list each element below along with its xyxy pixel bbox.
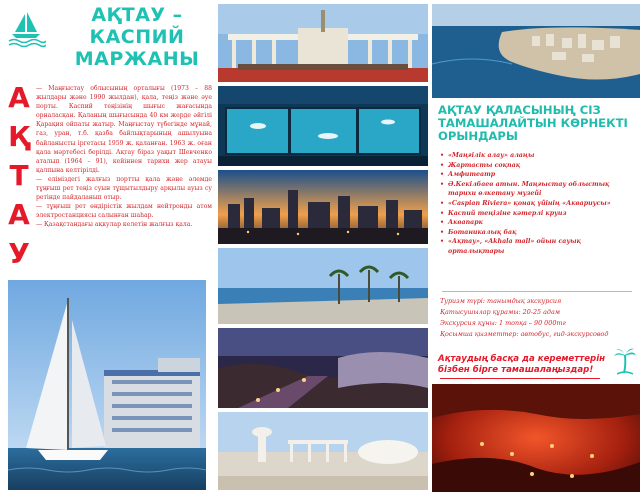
rocky-path-night-photo bbox=[218, 328, 428, 408]
left-column bbox=[0, 0, 215, 494]
palm-tree-icon bbox=[613, 347, 637, 375]
list-item: • «Маңғілік алау» алаңы bbox=[440, 151, 636, 161]
tour-group-size: Қатысушылар құрамы: 20-25 адам bbox=[440, 308, 561, 316]
tour-extra-services: Қосымша қызметтер: автобус, гид-экскурсовод bbox=[440, 330, 609, 338]
call-to-action: Ақтаудың басқа да кереметтерін бізбен бірге тамашалаңыздар! bbox=[438, 354, 606, 375]
title-line-2: КАСПИЙ bbox=[89, 26, 185, 48]
list-item: • «Caspian Riviera» қонақ үйінің «Аквариусы» bbox=[440, 199, 636, 209]
list-item: • Ә.Кекілбаев атын. Маңғыстау облыстық тарихи өлкетану музейі bbox=[440, 180, 636, 199]
amphitheatre-photo bbox=[218, 412, 428, 490]
vertical-letter: А bbox=[8, 81, 30, 114]
sailboat-logo-icon bbox=[6, 8, 46, 48]
section-divider bbox=[442, 291, 632, 292]
vertical-letter: У bbox=[8, 237, 30, 270]
vertical-city-name bbox=[5, 78, 33, 273]
attractions-list bbox=[440, 151, 636, 257]
attractions-heading: АҚТАУ ҚАЛАСЫНЫҢ СІЗ ТАМАШАЛАЙТЫН КӨРНЕКТІ ОРЫНДАРЫ bbox=[438, 103, 628, 143]
list-item: • Аквапарк bbox=[440, 218, 636, 228]
list-item: • Каспий теңізіне кәтерлі круиз bbox=[440, 209, 636, 219]
description-paragraph: — Маңғыстау облысының орталығы (1973 – 88 жылдары және 1990 жылдан), қала, теңіз және әуе порты. Каспий теңізінің шығыс жағасында орналасқан. Қаланың шығысында 40 км жерде әйгілі Қарақия ойпаты жатыр. Маңғыстау түбегінде мұнай, газ, уран, т.б. қазба байлықтарының ашылуына байланысты іргетасы 1959 ж. қаланған. 1963 ж. оған қала мәртебесі берілді. Ақтау біраз уақыт Шевченко аталып (1964 – 91), кейіннен тарихи жер атауы қалпына келтірілді. bbox=[36, 85, 212, 174]
list-item: • Жартасты соқпақ bbox=[440, 161, 636, 171]
monument-photo bbox=[218, 4, 428, 82]
tour-type: Туризм түрі: танымдық экскурсия bbox=[440, 297, 562, 305]
city-night-photo bbox=[218, 170, 428, 244]
vertical-letter: Қ bbox=[8, 120, 30, 153]
cave-lights-photo bbox=[432, 384, 640, 492]
title-line-1: АҚТАУ – bbox=[91, 4, 183, 26]
list-item: • Ботаникалық бақ bbox=[440, 228, 636, 238]
aquarium-photo bbox=[218, 86, 428, 166]
description-paragraph: — еліміздегі жалғыз портты қала және әлемде тұңғыш рет теңіз суын тұщытылдыру арқылы ауыз су ретінде пайдаланып отыр. bbox=[36, 175, 212, 202]
list-item: • Амфитеатр bbox=[440, 170, 636, 180]
page-title bbox=[62, 4, 212, 70]
right-column bbox=[432, 0, 640, 494]
embankment-photo bbox=[218, 248, 428, 324]
list-item: • «Ақтау», «Akhala mall» ойын сауық орталықтары bbox=[440, 237, 636, 256]
tour-price: Экскурсия құны: 1 топқа – 90 000тг bbox=[440, 319, 566, 327]
vertical-letter: Т bbox=[9, 159, 29, 192]
photo-column bbox=[218, 0, 428, 494]
aerial-coast-photo bbox=[432, 4, 640, 98]
city-description bbox=[36, 84, 212, 230]
description-paragraph: — Қазақстандағы ақкулар келетін жалғыз қала. bbox=[36, 221, 193, 229]
vertical-letter: А bbox=[8, 198, 30, 231]
title-line-3: МАРЖАНЫ bbox=[74, 48, 200, 70]
sailboat-photo bbox=[8, 280, 206, 490]
cta-underline bbox=[440, 378, 600, 379]
description-paragraph: — тұңғыш рет өндірістік жылдам нейтронды атом электростанциясы салынған шаһар. bbox=[36, 203, 212, 220]
tour-details bbox=[440, 296, 636, 340]
